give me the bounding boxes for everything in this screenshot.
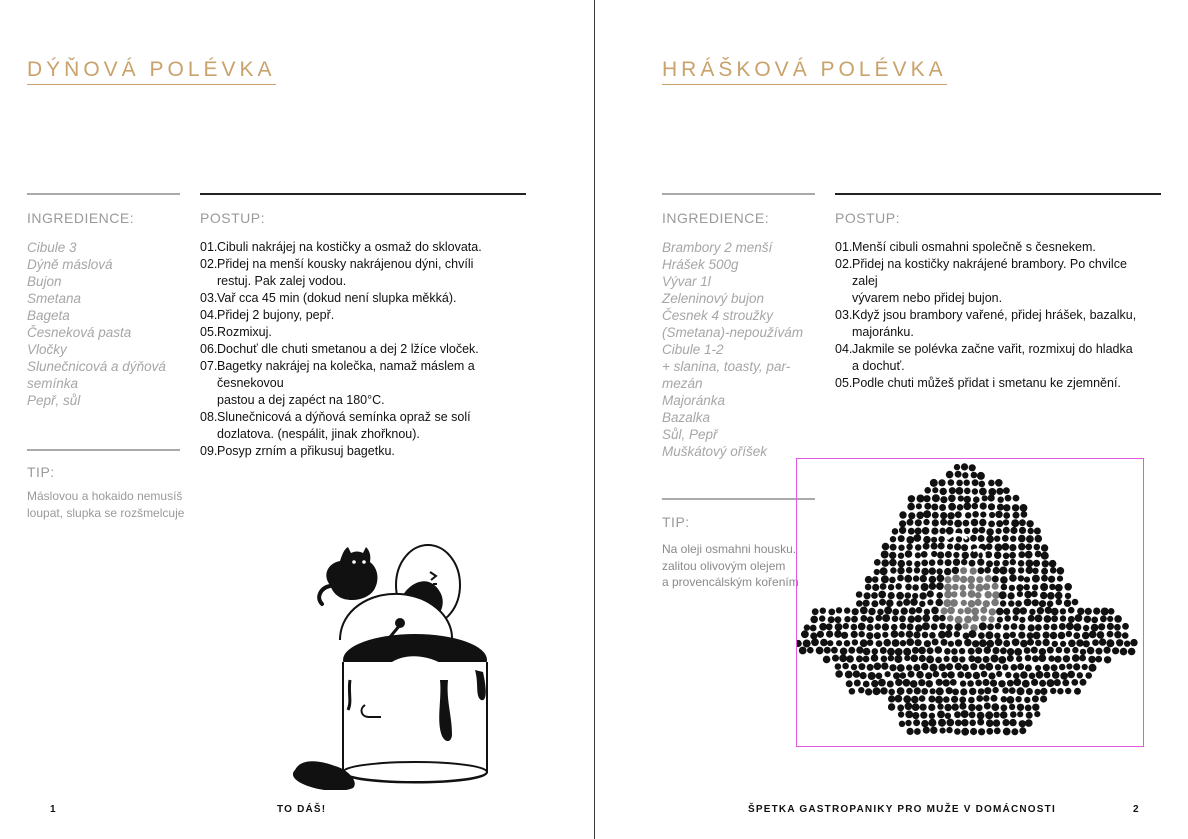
step-text — [217, 239, 530, 256]
step-number: 03. — [835, 308, 853, 322]
step-text — [852, 239, 1155, 256]
step-line: Přidej na kostičky nakrájené brambory. Po chvilce zalej — [852, 257, 1127, 288]
step-number: 01. — [835, 240, 853, 254]
step-item — [200, 443, 530, 460]
ingredients-list — [27, 239, 187, 409]
ingredient-item: + slanina, toasty, par- — [662, 359, 791, 374]
page-number: 1 — [50, 804, 57, 815]
tip-heading: TIP: — [662, 514, 690, 530]
step-number: 03. — [200, 291, 218, 305]
step-line: Jakmile se polévka začne vařit, rozmixuj do hladka — [852, 342, 1133, 356]
steps-divider — [835, 193, 1161, 195]
footer-title: ŠPETKA GASTROPANIKY PRO MUŽE V DOMÁCNOSTI — [748, 804, 1056, 815]
tip-line: zalitou olivovým olejem — [662, 558, 786, 573]
ingredient-item: Sůl, Pepř — [662, 427, 718, 442]
ingredient-item: Bujon — [27, 274, 62, 289]
step-text — [217, 409, 530, 443]
ingredient-item: Bazalka — [662, 410, 711, 425]
step-text — [852, 341, 1155, 375]
step-text — [217, 307, 530, 324]
step-text — [217, 443, 530, 460]
steps-list — [835, 239, 1155, 392]
ingredients-divider — [662, 193, 815, 195]
ingredient-item: semínka — [27, 376, 79, 391]
step-item — [835, 307, 1155, 341]
step-number: 04. — [835, 342, 853, 356]
step-item — [200, 341, 530, 358]
steps-divider — [200, 193, 526, 195]
step-line: dozlatova. (nespálit, jinak zhořknou). — [217, 427, 420, 441]
step-line: Přidej 2 bujony, pepř. — [217, 308, 335, 322]
steps-heading: POSTUP: — [200, 210, 265, 226]
step-line: vývarem nebo přidej bujon. — [852, 291, 1003, 305]
ingredient-item: Slunečnicová a dýňová — [27, 359, 166, 374]
tip-divider — [662, 498, 815, 500]
ingredient-item: Hrášek 500g — [662, 257, 739, 272]
step-item — [200, 358, 530, 409]
steps-heading: POSTUP: — [835, 210, 900, 226]
recipe-title: DÝŇOVÁ POLÉVKA — [27, 57, 276, 85]
ingredient-item: Bageta — [27, 308, 70, 323]
ingredient-item: (Smetana)-nepoužívám — [662, 325, 804, 340]
step-number: 02. — [835, 257, 853, 271]
tip-line: Máslovou a hokaido nemusíš — [27, 489, 183, 503]
step-item — [835, 341, 1155, 375]
step-number: 01. — [200, 240, 218, 254]
step-line: majoránku. — [852, 325, 914, 339]
step-line: Dochuť dle chuti smetanou a dej 2 lžíce vloček. — [217, 342, 479, 356]
step-text — [852, 256, 1155, 307]
step-line: Menší cibuli osmahni společně s česnekem. — [852, 240, 1096, 254]
ingredient-item: Muškátový oříšek — [662, 444, 768, 459]
step-number: 05. — [835, 376, 853, 390]
right-page — [595, 0, 1188, 839]
step-item — [200, 324, 530, 341]
step-item — [200, 409, 530, 443]
page-number: 2 — [1133, 804, 1140, 815]
step-item — [200, 290, 530, 307]
ingredient-item: Cibule 1-2 — [662, 342, 724, 357]
step-line: Bagetky nakrájej na kolečka, namaž máslem a česnekovou — [217, 359, 475, 390]
steps-list — [200, 239, 530, 460]
step-line: pastou a dej zapéct na 180°C. — [217, 393, 385, 407]
step-text — [852, 307, 1155, 341]
step-item — [835, 239, 1155, 256]
ingredient-item: Majoránka — [662, 393, 726, 408]
step-number: 02. — [200, 257, 218, 271]
step-line: Podle chuti můžeš přidat i smetanu ke zjemnění. — [852, 376, 1121, 390]
tip-line: a provencálským kořením — [662, 575, 799, 589]
step-number: 05. — [200, 325, 218, 339]
step-text — [217, 290, 530, 307]
tip-text — [27, 488, 197, 521]
step-text — [217, 324, 530, 341]
step-line: Posyp zrním a přikusuj bagetku. — [217, 444, 395, 458]
ingredient-item: Smetana — [27, 291, 82, 306]
ingredient-item: Vločky — [27, 342, 67, 357]
step-item — [835, 256, 1155, 307]
step-number: 08. — [200, 410, 218, 424]
tip-divider — [27, 449, 180, 451]
step-line: Slunečnicová a dýňová semínka opraž se solí — [217, 410, 471, 424]
ingredient-item: Brambory 2 menší — [662, 240, 773, 255]
step-text — [217, 256, 530, 290]
step-text — [217, 341, 530, 358]
tip-line: loupat, slupka se rozšmelcuje — [27, 505, 185, 520]
recipe-title: HRÁŠKOVÁ POLÉVKA — [662, 57, 947, 85]
step-text — [852, 375, 1155, 392]
step-line: Vař cca 45 min (dokud není slupka měkká). — [217, 291, 457, 305]
step-number: 07. — [200, 359, 218, 373]
step-item — [200, 307, 530, 324]
ingredients-divider — [27, 193, 180, 195]
step-item — [835, 375, 1155, 392]
ingredient-item: Zeleninový bujon — [662, 291, 765, 306]
tip-heading: TIP: — [27, 464, 55, 480]
tip-line: Na oleji osmahni housku. — [662, 542, 797, 556]
step-item — [200, 239, 530, 256]
ingredient-item: Česnek 4 stroužky — [662, 308, 774, 323]
step-number: 04. — [200, 308, 218, 322]
ingredient-item: Vývar 1l — [662, 274, 711, 289]
ingredients-heading: INGREDIENCE: — [662, 210, 770, 226]
step-number: 06. — [200, 342, 218, 356]
step-line: Cibuli nakrájej na kostičky a osmaž do sklovata. — [217, 240, 482, 254]
step-text — [217, 358, 530, 409]
step-line: Přidej na menší kousky nakrájenou dýni, chvíli — [217, 257, 474, 271]
step-line: restuj. Pak zalej vodou. — [217, 274, 347, 288]
ingredient-item: mezán — [662, 376, 703, 391]
ingredients-list — [662, 239, 822, 460]
step-line: Když jsou brambory vařené, přidej hrášek, bazalku, — [852, 308, 1137, 322]
step-item — [200, 256, 530, 290]
step-line: a dochuť. — [852, 359, 905, 373]
pea-pile-illustration — [797, 459, 1143, 746]
ingredients-heading: INGREDIENCE: — [27, 210, 135, 226]
ingredient-item: Cibule 3 — [27, 240, 77, 255]
tip-text — [662, 541, 812, 591]
step-line: Rozmixuj. — [217, 325, 272, 339]
ingredient-item: Pepř, sůl — [27, 393, 81, 408]
cat-and-chef-in-pot-illustration — [290, 530, 520, 790]
step-number: 09. — [200, 444, 218, 458]
ingredient-item: Dýně máslová — [27, 257, 113, 272]
footer-title: TO DÁŠ! — [277, 804, 327, 815]
ingredient-item: Česneková pasta — [27, 325, 132, 340]
